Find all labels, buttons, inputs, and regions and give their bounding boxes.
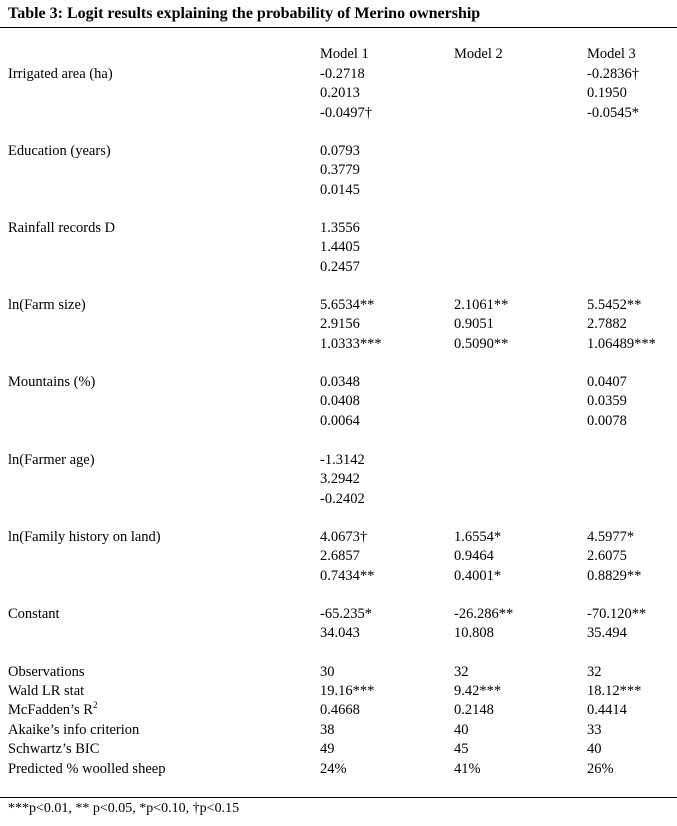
top-rule (0, 27, 677, 28)
cell-m1: 0.0793 (320, 143, 360, 159)
cell-m3: 35.494 (587, 625, 627, 642)
stat-label-text: McFadden’s R (8, 702, 93, 718)
stat-label (8, 664, 85, 680)
row-label: ln(Farmer age) (8, 452, 95, 468)
bottom-rule (0, 797, 677, 798)
cell-m1: 0.0348 (320, 374, 360, 390)
cell-m1: 3.2942 (320, 471, 360, 488)
stat-label-text: Observations (8, 664, 85, 680)
cell-m1: 0.2457 (320, 258, 360, 275)
stat-cell-m3: 0.4414 (587, 702, 627, 718)
cell-m1: 0.0145 (320, 181, 360, 198)
stat-cell-m1: 24% (320, 761, 347, 777)
cell-m2: 0.9051 (454, 316, 494, 333)
cell-m1: -0.2402 (320, 490, 365, 507)
row-label: ln(Farm size) (8, 297, 86, 313)
stat-cell-m3: 33 (587, 722, 602, 738)
cell-m3: 0.0407 (587, 374, 627, 390)
footnote: ***p<0.01, ** p<0.05, *p<0.10, †p<0.15 (8, 801, 240, 816)
cell-m3: 0.8829** (587, 567, 642, 584)
cell-m3: 2.7882 (587, 316, 627, 333)
cell-m1: 0.3779 (320, 162, 360, 179)
stat-cell-m1: 38 (320, 722, 335, 738)
stat-cell-m1: 0.4668 (320, 702, 360, 718)
stat-cell-m2: 45 (454, 741, 469, 757)
cell-m3: 2.6075 (587, 548, 627, 565)
row-label: Rainfall records D (8, 220, 116, 236)
cell-m2: 1.6554* (454, 529, 502, 545)
stat-cell-m2: 0.2148 (454, 702, 494, 718)
cell-m3: 0.1950 (587, 85, 627, 102)
stat-cell-m3: 40 (587, 741, 602, 757)
stat-label-text: Akaike’s info criterion (8, 722, 140, 738)
cell-m1: -65.235* (320, 606, 372, 622)
cell-m1: -0.0497† (320, 104, 372, 121)
cell-m3: 5.5452** (587, 297, 642, 313)
stat-cell-m2: 32 (454, 664, 469, 680)
cell-m1: 1.0333*** (320, 335, 382, 352)
cell-m3: 4.5977* (587, 529, 635, 545)
row-label: Constant (8, 606, 60, 622)
cell-m1: 0.7434** (320, 567, 375, 584)
stat-cell-m2: 40 (454, 722, 469, 738)
cell-m1: 0.0408 (320, 393, 360, 410)
cell-m3: 1.06489*** (587, 335, 656, 352)
cell-m3: -0.2836† (587, 66, 639, 82)
stat-label (8, 722, 139, 738)
row-label: Education (years) (8, 143, 111, 159)
cell-m3: 0.0078 (587, 412, 627, 429)
cell-m1: 1.4405 (320, 239, 360, 256)
cell-m1: -0.2718 (320, 66, 365, 82)
table-title: Table 3: Logit results explaining the probability of Merino ownership (8, 5, 481, 22)
cell-m2: -26.286** (454, 606, 514, 622)
cell-m1: -1.3142 (320, 452, 365, 468)
stat-label-text: Schwartz’s BIC (8, 741, 100, 757)
cell-m1: 2.6857 (320, 548, 360, 565)
stat-cell-m3: 32 (587, 664, 602, 680)
cell-m2: 10.808 (454, 625, 494, 642)
stat-cell-m2: 9.42*** (454, 683, 502, 699)
cell-m1: 4.0673† (320, 529, 368, 545)
stat-cell-m1: 30 (320, 664, 335, 680)
cell-m2: 0.4001* (454, 567, 502, 584)
row-label: Irrigated area (ha) (8, 66, 113, 82)
row-label: Mountains (%) (8, 374, 96, 390)
stat-label (8, 702, 97, 718)
stat-label (8, 761, 165, 777)
cell-m2: 0.9464 (454, 548, 494, 565)
header-model-1: Model 1 (320, 46, 369, 62)
stat-label (8, 741, 99, 757)
cell-m1: 5.6534** (320, 297, 375, 313)
cell-m2: 0.5090** (454, 335, 509, 352)
cell-m1: 1.3556 (320, 220, 360, 236)
stat-cell-m1: 49 (320, 741, 335, 757)
stat-cell-m2: 41% (454, 761, 481, 777)
stat-cell-m3: 26% (587, 761, 614, 777)
cell-m3: -70.120** (587, 606, 647, 622)
row-label: ln(Family history on land) (8, 529, 161, 545)
stat-cell-m1: 19.16*** (320, 683, 375, 699)
stat-cell-m3: 18.12*** (587, 683, 642, 699)
cell-m1: 2.9156 (320, 316, 360, 333)
stat-label (8, 683, 84, 699)
superscript: 2 (92, 700, 98, 711)
stat-label-text: Predicted % woolled sheep (8, 761, 166, 777)
header-model-3: Model 3 (587, 46, 636, 62)
cell-m1: 34.043 (320, 625, 360, 642)
stat-label-text: Wald LR stat (8, 683, 85, 699)
cell-m3: -0.0545* (587, 104, 639, 121)
cell-m1: 0.0064 (320, 412, 360, 429)
cell-m1: 0.2013 (320, 85, 360, 102)
cell-m2: 2.1061** (454, 297, 509, 313)
header-model-2: Model 2 (454, 46, 503, 62)
cell-m3: 0.0359 (587, 393, 627, 410)
